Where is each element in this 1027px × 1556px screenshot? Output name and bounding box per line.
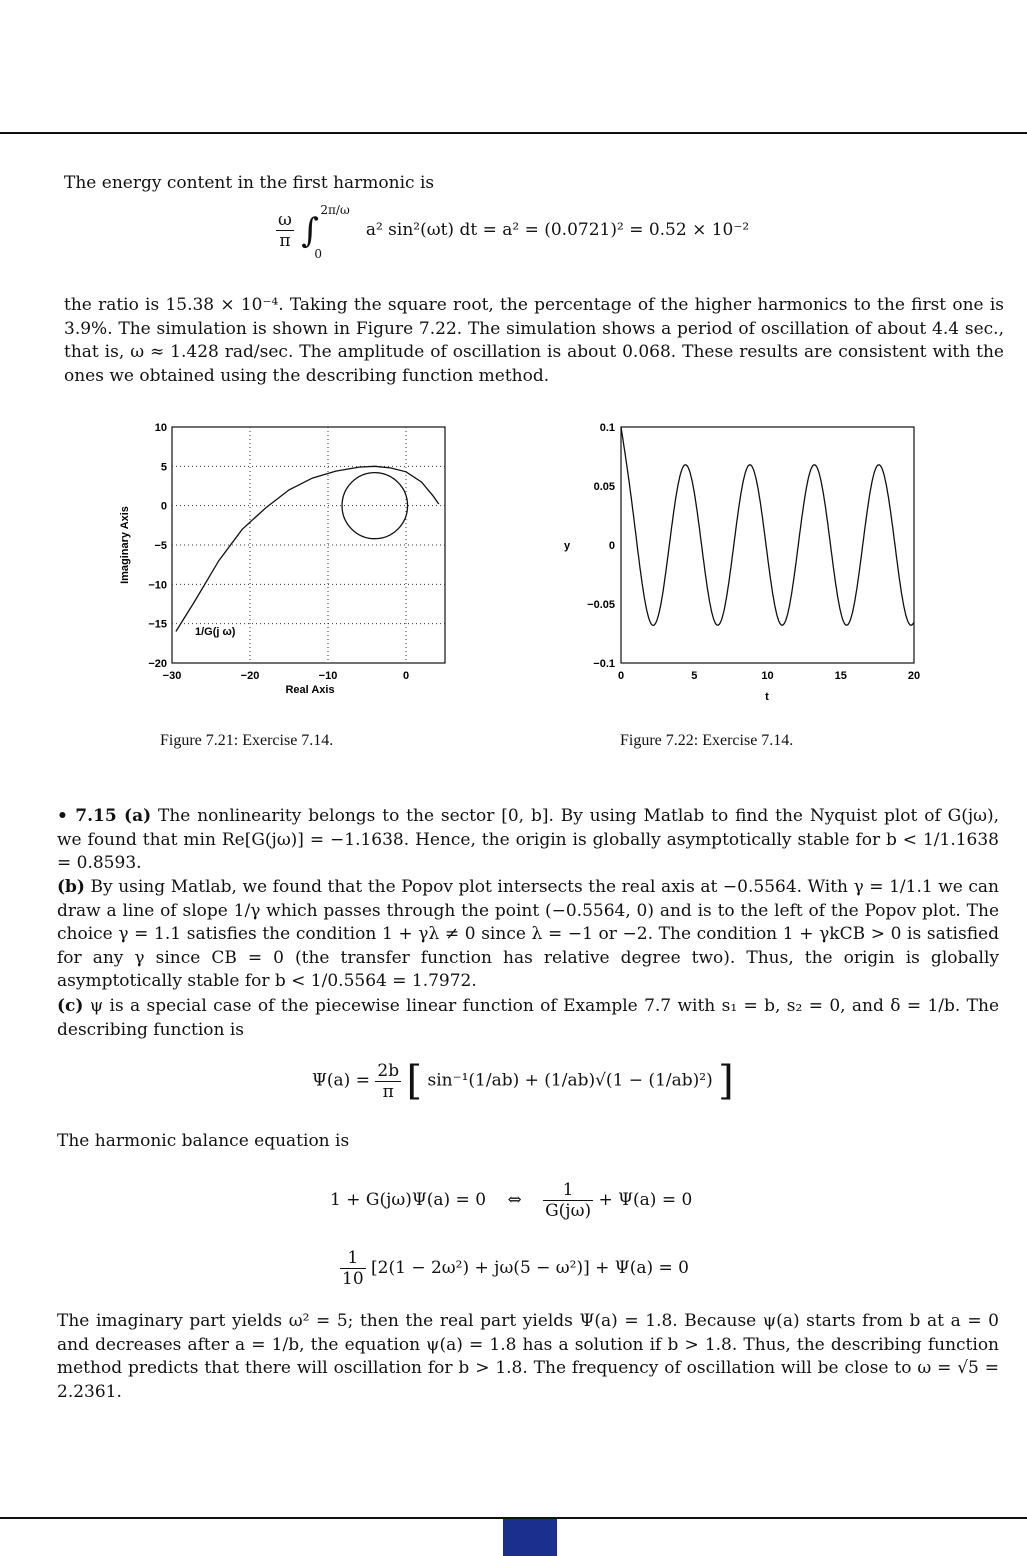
time-xtick-label: 5 [691, 670, 698, 682]
time-ytick-label: −0.05 [587, 599, 615, 611]
time-ticks [587, 422, 920, 682]
nyquist-ytick-label: −5 [154, 540, 167, 552]
figure-7-22-caption: Figure 7.22: Exercise 7.14. [620, 732, 794, 749]
eq3-numerator: 1 [562, 1180, 574, 1200]
eq1-body: a² sin²(ωt) dt = a² = (0.0721)² = 0.52 × 10⁻² [365, 220, 750, 240]
integral-limits [314, 202, 360, 261]
item-7-15-c [57, 995, 999, 1042]
time-response-plot [555, 415, 935, 700]
eq1-numerator: ω [278, 210, 292, 230]
harmonic-intro: The harmonic balance equation is [57, 1131, 350, 1151]
time-xtick-label: 10 [761, 670, 774, 682]
time-ylabel: y [563, 540, 571, 552]
eq4-denominator: 10 [342, 1269, 364, 1289]
eq2-lhs: Ψ(a) = [312, 1070, 370, 1091]
item-7-15-b-text: By using Matlab, we found that the Popov plot intersects the real axis at −0.5564. With γ = 1/1.1 we can draw a line of slope 1/γ which passes through the point (−0.5564, 0) and is to the left of the Popov plot. The choice γ = 1.1 satisfies the condition 1 + γλ ≠ 0 since λ = −1 or −2. The condition 1 + γkCB > 0 is satisfied for any γ since CB = 0 (the transfer function has relative degree two). Thus, the origin is globally asymptotically stable for b < 1/0.5564 = 1.7972. [57, 877, 999, 991]
describing-function-equation [312, 1058, 734, 1104]
energy-equation [276, 202, 750, 261]
eq4-numerator: 1 [347, 1248, 359, 1268]
header-rule [0, 132, 1027, 134]
lower-limit: 0 [314, 246, 323, 261]
nyquist-ticks [148, 422, 409, 682]
time-ytick-label: 0 [608, 540, 615, 552]
time-xtick-label: 15 [834, 670, 847, 682]
nyquist-ytick-label: −20 [148, 658, 167, 670]
nyquist-ylabel: Imaginary Axis [119, 506, 131, 584]
nyquist-line [176, 466, 439, 631]
time-ytick-label: 0.1 [599, 422, 615, 434]
eq4-fraction [340, 1248, 366, 1289]
time-line [621, 427, 914, 625]
nyquist-xtick-label: −30 [162, 670, 182, 682]
time-xtick-label: 20 [907, 670, 921, 682]
eq4-body: [2(1 − 2ω²) + jω(5 − ω²)] + Ψ(a) = 0 [371, 1258, 689, 1278]
nyquist-ytick-label: 10 [154, 422, 167, 434]
harmonic-balance-equation [330, 1180, 692, 1221]
eq3-right: + Ψ(a) = 0 [598, 1190, 693, 1210]
item-7-15-b-label: (b) [57, 877, 85, 897]
nyquist-ytick-label: −15 [148, 618, 167, 631]
page-marker [503, 1519, 557, 1556]
figure-7-21-caption: Figure 7.21: Exercise 7.14. [160, 732, 334, 749]
nyquist-ytick-label: 0 [160, 500, 167, 513]
time-ytick-label: 0.05 [593, 481, 615, 493]
upper-limit: 2π/ω [320, 202, 350, 217]
nyquist-circle [342, 473, 408, 539]
time-xtick-label: 0 [617, 670, 625, 682]
nyquist-ytick-label: 5 [160, 461, 167, 474]
item-7-15-a-label: • 7.15 (a) [57, 806, 152, 826]
paragraph-ratio: the ratio is 15.38 × 10⁻⁴. Taking the square root, the percentage of the higher harmonics to the first one is 3.9%. The simulation is shown in Figure 7.22. The simulation shows a period of oscillation of about 4.4 sec., that is, ω ≈ 1.428 rad/sec. The amplitude of oscillation is about 0.068. These results are consistent with the ones we obtained using the describing function method. [64, 295, 1004, 386]
item-7-15-a-text: The nonlinearity belongs to the sector [0, b]. By using Matlab to find the Nyquist plot of G(jω), we found that min Re[G(jω)] = −1.1638. Hence, the origin is globally asymptotically stable for b < 1/1.1638 = 0.8593. [57, 806, 1000, 873]
nyquist-xlabel: Real Axis [285, 684, 335, 696]
nyquist-plot [110, 415, 450, 700]
eq2-denominator: π [375, 1081, 401, 1102]
item-7-15-c-text: ψ is a special case of the piecewise linear function of Example 7.7 with s₁ = b, s₂ = 0, and δ = 1/b. The describing function is [57, 996, 999, 1040]
intro-text: The energy content in the first harmonic is [64, 173, 435, 193]
item-7-15-c-label: (c) [57, 996, 84, 1016]
nyquist-ytick-label: −10 [148, 579, 167, 592]
eq3-left: 1 + G(jω)Ψ(a) = 0 [330, 1190, 487, 1210]
time-curve [621, 427, 914, 625]
eq3-denominator: G(jω) [545, 1201, 592, 1221]
expanded-balance-equation [340, 1248, 689, 1289]
nyquist-xtick-label: −20 [240, 670, 260, 682]
nyquist-curve [176, 466, 439, 631]
eq2-fraction [375, 1061, 401, 1102]
integral-sign: ∫ [301, 210, 319, 251]
nyquist-xtick-label: 0 [402, 670, 410, 682]
time-ytick-label: −0.1 [593, 658, 615, 670]
eq2-numerator: 2b [377, 1060, 400, 1081]
eq1-fraction [276, 210, 294, 251]
eq3-fraction [543, 1180, 593, 1221]
iff-arrow: ⇔ [507, 1190, 522, 1210]
eq2-right-bracket: ] [718, 1058, 734, 1104]
final-paragraph: The imaginary part yields ω² = 5; then the real part yields Ψ(a) = 1.8. Because ψ(a) starts from b at a = 0 and decreases after a = 1/b, the equation ψ(a) = 1.8 has a solution if b > 1.8. Thus, the describing function method predicts that there will oscillation for b > 1.8. The frequency of oscillation will be close to ω = √5 = 2.2361. [57, 1311, 999, 1402]
time-xlabel: t [765, 691, 769, 700]
item-7-15-a [57, 805, 999, 876]
nyquist-annotation: 1/G(j ω) [195, 626, 236, 638]
eq2-left-bracket: [ [406, 1058, 423, 1104]
eq2-body: sin⁻¹(1/ab) + (1/ab)√(1 − (1/ab)²) [427, 1070, 713, 1091]
item-7-15-b [57, 876, 999, 994]
nyquist-xtick-label: −10 [318, 670, 338, 682]
time-axes [621, 427, 914, 663]
eq1-denominator: π [276, 230, 294, 251]
